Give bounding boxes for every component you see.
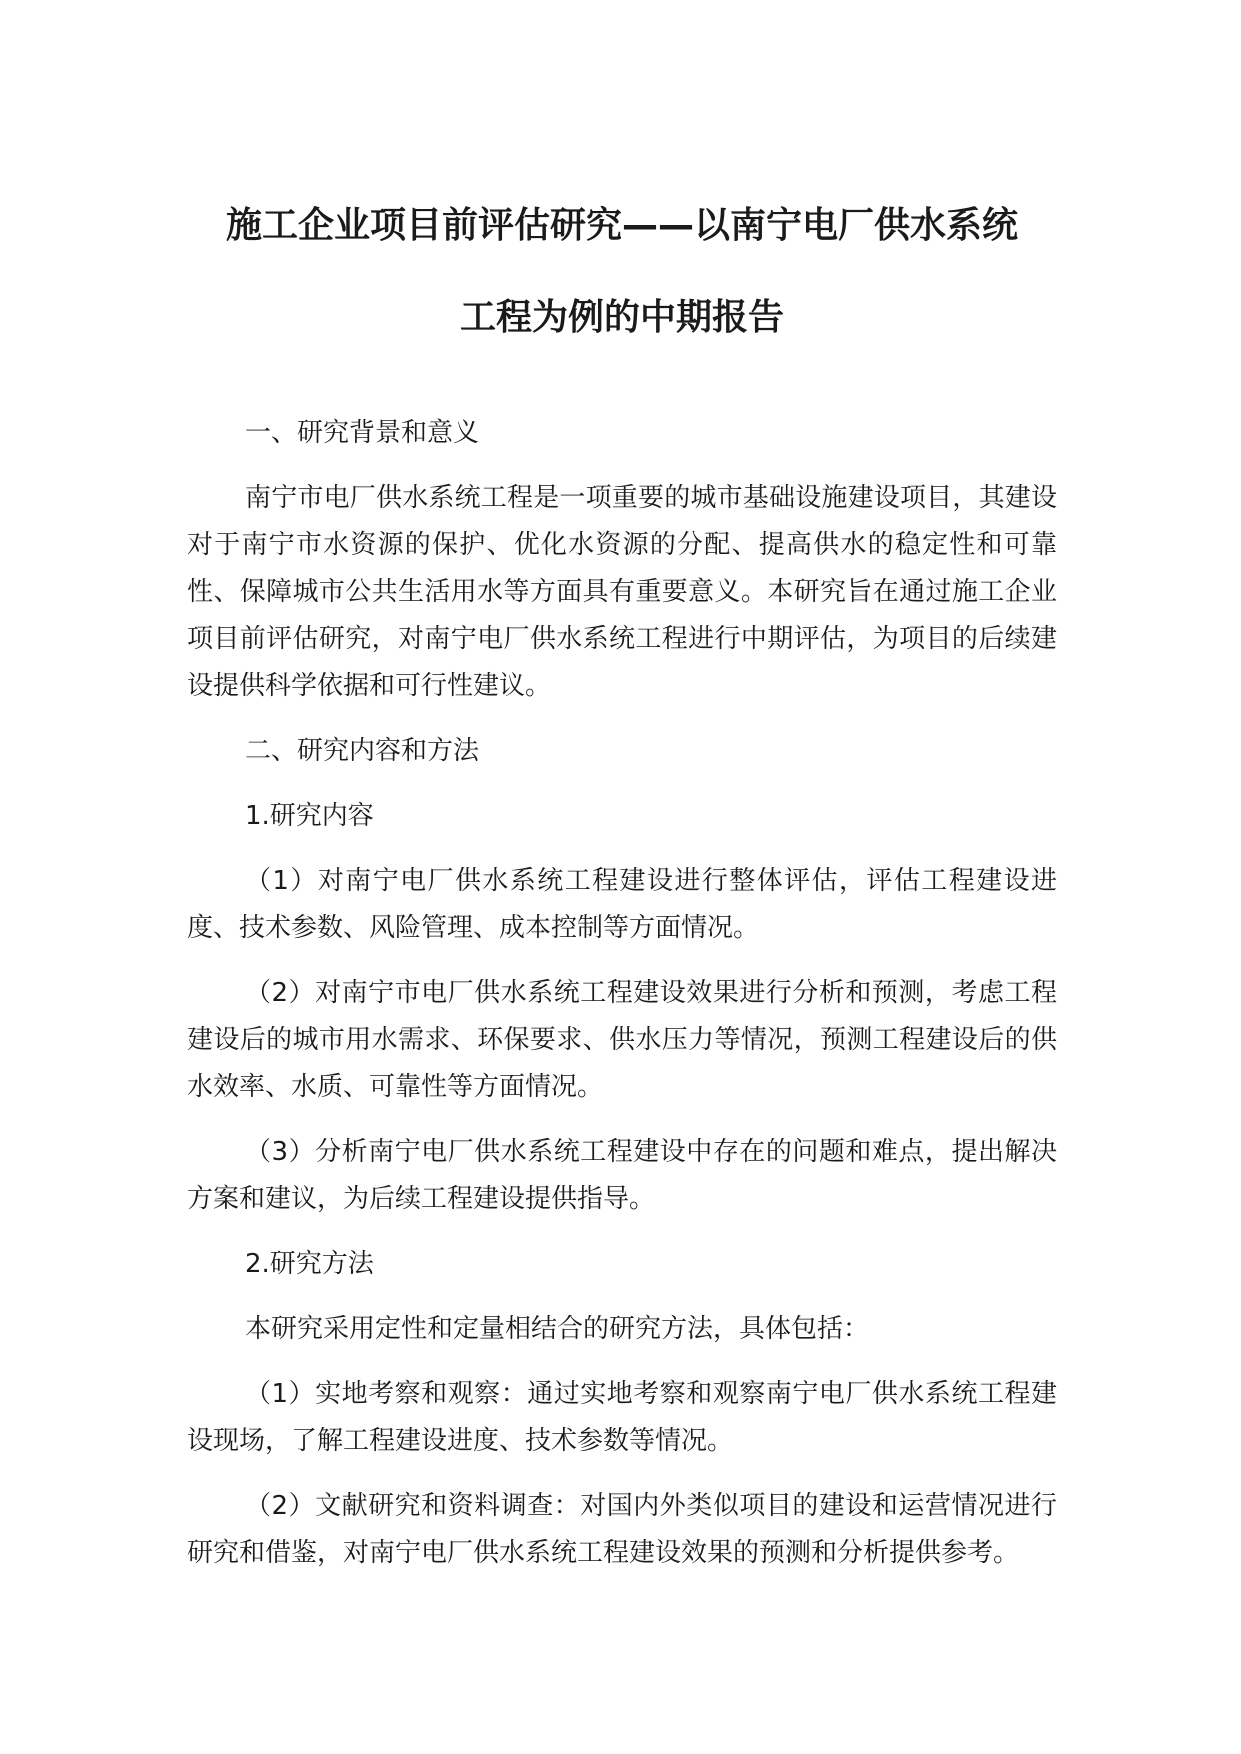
- section-heading-background: 一、研究背景和意义: [245, 418, 480, 448]
- title-line-1: 施工企业项目前评估研究——以南宁电厂供水系统: [225, 205, 1018, 246]
- list-item-method-1: （1）实地考察和观察：通过实地考察和观察南宁电厂供水系统工程建设现场，了解工程建设进度、技术参数等情况。: [187, 1379, 1057, 1456]
- paragraph-background: 南宁市电厂供水系统工程是一项重要的城市基础设施建设项目，其建设对于南宁市水资源的保护、优化水资源的分配、提高供水的稳定性和可靠性、保障城市公共生活用水等方面具有重要意义。本研究旨在通过施工企业项目前评估研究，对南宁电厂供水系统工程进行中期评估，为项目的后续建设提供科学依据和可行性建议。: [187, 483, 1057, 701]
- section-heading-content-methods: 二、研究内容和方法: [245, 736, 480, 766]
- list-item-content-3: （3）分析南宁电厂供水系统工程建设中存在的问题和难点，提出解决方案和建议，为后续工程建设提供指导。: [187, 1137, 1057, 1214]
- document-title: [187, 180, 1057, 364]
- document-page: [187, 180, 1057, 1595]
- paragraph-methods-intro: 本研究采用定性和定量相结合的研究方法，具体包括：: [245, 1314, 870, 1344]
- list-item-method-2: （2）文献研究和资料调查：对国内外类似项目的建设和运营情况进行研究和借鉴，对南宁电厂供水系统工程建设效果的预测和分析提供参考。: [187, 1491, 1057, 1568]
- document-body: [187, 410, 1057, 1577]
- list-item-content-1: （1）对南宁电厂供水系统工程建设进行整体评估，评估工程建设进度、技术参数、风险管理、成本控制等方面情况。: [187, 866, 1057, 943]
- list-item-content-2: （2）对南宁市电厂供水系统工程建设效果进行分析和预测，考虑工程建设后的城市用水需求、环保要求、供水压力等情况，预测工程建设后的供水效率、水质、可靠性等方面情况。: [187, 978, 1057, 1102]
- title-line-2: 工程为例的中期报告: [459, 297, 784, 338]
- subheading-research-methods: 2.研究方法: [245, 1249, 374, 1279]
- subheading-research-content: 1.研究内容: [245, 801, 374, 831]
